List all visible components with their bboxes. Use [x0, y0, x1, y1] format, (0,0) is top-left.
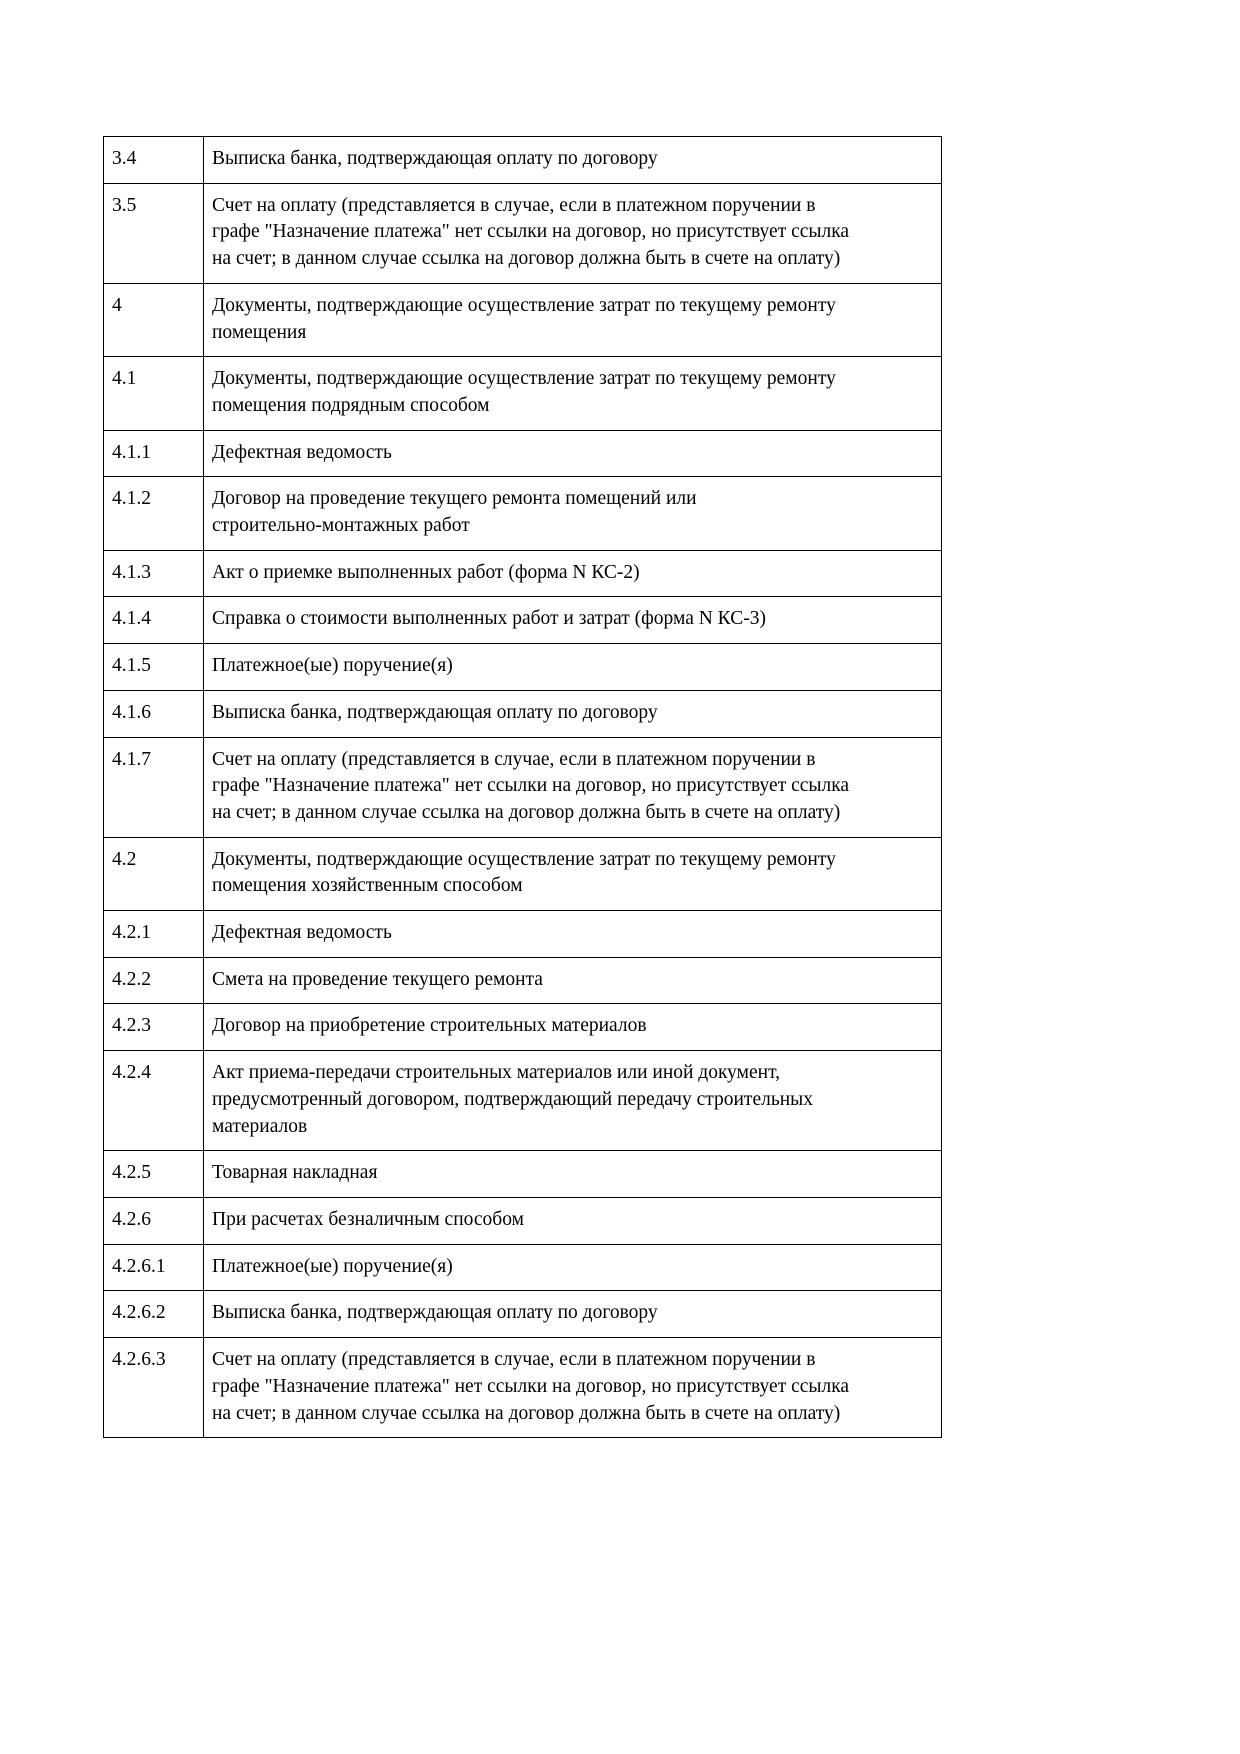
row-description-line: материалов: [212, 1115, 308, 1137]
row-description-line: на счет; в данном случае ссылка на договор должна быть в счете на оплату): [212, 1402, 841, 1424]
row-description-line: Товарная накладная: [212, 1162, 378, 1184]
table-row: [104, 357, 942, 430]
table-row: [104, 1291, 942, 1338]
row-number-cell: 3.5: [104, 183, 204, 283]
row-number-cell: 4.2: [104, 837, 204, 910]
row-description-line: на счет; в данном случае ссылка на договор должна быть в счете на оплату): [212, 801, 841, 823]
row-description-line: Смета на проведение текущего ремонта: [212, 968, 543, 990]
row-number-cell: 4.2.6: [104, 1197, 204, 1244]
row-number-cell: 4.1: [104, 357, 204, 430]
row-description-line: Платежное(ые) поручение(я): [212, 655, 453, 677]
row-description-line: предусмотренный договором, подтверждающий передачу строительных: [212, 1088, 814, 1110]
table-row: [104, 597, 942, 644]
row-description-cell: [204, 1004, 942, 1051]
table-row: [104, 1244, 942, 1291]
row-description-cell: [204, 1151, 942, 1198]
row-description-cell: [204, 283, 942, 356]
table-row: [104, 430, 942, 477]
table-row: [104, 477, 942, 550]
row-description-cell: [204, 550, 942, 597]
row-number-cell: 3.4: [104, 137, 204, 184]
row-description-cell: [204, 430, 942, 477]
row-description-line: При расчетах безналичным способом: [212, 1208, 524, 1230]
row-description-line: Документы, подтверждающие осуществление затрат по текущему ремонту: [212, 294, 836, 316]
row-description-cell: [204, 837, 942, 910]
row-number-cell: 4.1.5: [104, 644, 204, 691]
row-description-line: помещения подрядным способом: [212, 394, 490, 416]
row-number-cell: 4.1.6: [104, 690, 204, 737]
row-description-cell: [204, 183, 942, 283]
table-row: [104, 690, 942, 737]
row-description-line: Документы, подтверждающие осуществление затрат по текущему ремонту: [212, 848, 836, 870]
row-number-cell: 4.1.1: [104, 430, 204, 477]
row-description-line: Счет на оплату (представляется в случае, если в платежном поручении в: [212, 1349, 816, 1371]
row-number-cell: 4.2.1: [104, 911, 204, 958]
table-row: [104, 737, 942, 837]
row-description-cell: [204, 1244, 942, 1291]
row-description-line: Акт приема-передачи строительных материалов или иной документ,: [212, 1062, 781, 1084]
row-description-line: Акт о приемке выполненных работ (форма N КС-2): [212, 561, 640, 583]
row-number-cell: 4.1.2: [104, 477, 204, 550]
row-number-cell: 4.1.3: [104, 550, 204, 597]
row-number-cell: 4: [104, 283, 204, 356]
table-row: [104, 1051, 942, 1151]
row-description-cell: [204, 357, 942, 430]
table-row: [104, 137, 942, 184]
table-row: [104, 957, 942, 1004]
row-description-cell: [204, 597, 942, 644]
row-description-line: помещения: [212, 321, 307, 343]
row-description-line: Платежное(ые) поручение(я): [212, 1255, 453, 1277]
row-description-line: Договор на приобретение строительных материалов: [212, 1015, 647, 1037]
table-row: [104, 550, 942, 597]
row-description-line: Счет на оплату (представляется в случае, если в платежном поручении в: [212, 194, 816, 216]
documents-checklist-table: [103, 136, 942, 1438]
row-description-line: Выписка банка, подтверждающая оплату по договору: [212, 148, 658, 169]
row-description-line: на счет; в данном случае ссылка на договор должна быть в счете на оплату): [212, 248, 841, 270]
row-description-cell: [204, 1197, 942, 1244]
row-description-cell: [204, 911, 942, 958]
row-description-cell: [204, 137, 942, 184]
row-description-cell: [204, 690, 942, 737]
table-row: [104, 644, 942, 691]
row-number-cell: 4.1.4: [104, 597, 204, 644]
row-description-line: Справка о стоимости выполненных работ и затрат (форма N КС-3): [212, 608, 766, 630]
table-row: [104, 1151, 942, 1198]
row-description-cell: [204, 1291, 942, 1338]
row-description-cell: [204, 737, 942, 837]
row-description-cell: [204, 1051, 942, 1151]
row-description-line: Договор на проведение текущего ремонта помещений или: [212, 488, 697, 510]
row-number-cell: 4.2.6.1: [104, 1244, 204, 1291]
row-number-cell: 4.2.5: [104, 1151, 204, 1198]
row-description-cell: [204, 477, 942, 550]
table-row: [104, 283, 942, 356]
row-description-line: Дефектная ведомость: [212, 922, 392, 944]
row-description-line: Счет на оплату (представляется в случае, если в платежном поручении в: [212, 748, 816, 770]
row-description-line: графе "Назначение платежа" нет ссылки на договор, но присутствует ссылка: [212, 775, 850, 797]
table-body: [104, 137, 942, 1438]
row-description-line: Выписка банка, подтверждающая оплату по договору: [212, 1302, 658, 1324]
table-row: [104, 1004, 942, 1051]
row-number-cell: 4.2.6.3: [104, 1338, 204, 1438]
row-description-cell: [204, 644, 942, 691]
row-number-cell: 4.2.2: [104, 957, 204, 1004]
row-description-line: графе "Назначение платежа" нет ссылки на договор, но присутствует ссылка: [212, 221, 850, 243]
row-number-cell: 4.2.3: [104, 1004, 204, 1051]
row-number-cell: 4.1.7: [104, 737, 204, 837]
table-row: [104, 1197, 942, 1244]
row-description-line: помещения хозяйственным способом: [212, 875, 523, 897]
row-description-cell: [204, 957, 942, 1004]
table-row: [104, 1338, 942, 1438]
row-description-line: Дефектная ведомость: [212, 441, 392, 463]
row-number-cell: 4.2.4: [104, 1051, 204, 1151]
row-description-line: Выписка банка, подтверждающая оплату по договору: [212, 701, 658, 723]
table-row: [104, 911, 942, 958]
table-row: [104, 183, 942, 283]
table-row: [104, 837, 942, 910]
row-number-cell: 4.2.6.2: [104, 1291, 204, 1338]
row-description-line: графе "Назначение платежа" нет ссылки на договор, но присутствует ссылка: [212, 1375, 850, 1397]
row-description-line: строительно-монтажных работ: [212, 515, 470, 537]
row-description-line: Документы, подтверждающие осуществление затрат по текущему ремонту: [212, 368, 836, 390]
row-description-cell: [204, 1338, 942, 1438]
